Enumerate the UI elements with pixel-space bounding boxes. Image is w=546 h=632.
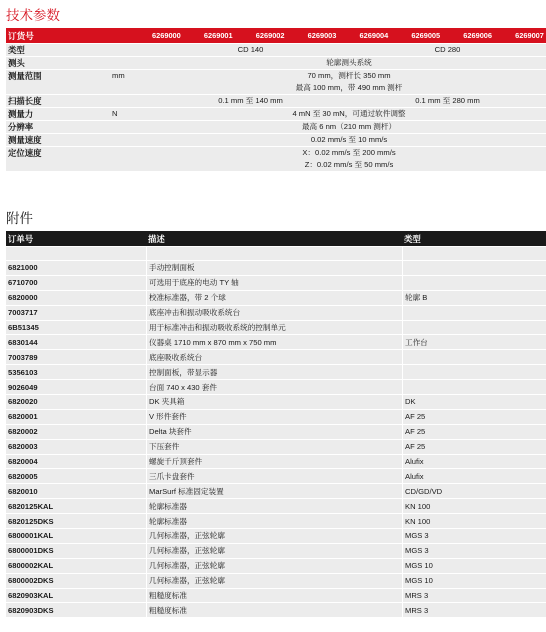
spec-label: 测量力 [8, 109, 34, 119]
accessory-description: 校准标准器，带 2 个球 [146, 291, 402, 305]
accessory-row [6, 260, 546, 275]
spec-value: CD 140 [237, 45, 264, 54]
accessory-row [6, 275, 546, 290]
spec-value: 0.1 mm 至 280 mm [415, 96, 480, 105]
tech-spec-table [6, 28, 546, 171]
accessory-row [6, 320, 546, 335]
accessory-row [6, 573, 546, 588]
accessory-type: Alufix [402, 455, 546, 469]
header-order-no: 订单号 [8, 233, 34, 244]
spec-value: 0.1 mm 至 140 mm [218, 96, 283, 105]
accessory-description: MarSurf 标准固定装置 [146, 484, 402, 498]
spec-value: CD 280 [434, 45, 461, 54]
model-number: 6269003 [307, 31, 337, 40]
tech-spec-header [6, 28, 546, 43]
accessory-order-no: 6820000 [8, 293, 38, 303]
model-number: 6269007 [515, 31, 544, 40]
accessory-order-no: 6820004 [8, 457, 38, 467]
accessory-description: 仪器桌 1710 mm x 870 mm x 750 mm [146, 335, 402, 349]
header-description: 描述 [148, 233, 165, 244]
accessory-type: 工作台 [402, 335, 546, 349]
spec-value: 4 mN 至 30 mN，可通过软件调整 [292, 109, 406, 118]
accessory-description: Delta 块套件 [146, 425, 402, 439]
accessory-order-no: 6820001 [8, 412, 38, 422]
accessory-row [6, 543, 546, 558]
accessory-row [6, 454, 546, 469]
blank-row [6, 246, 546, 260]
accessory-type: 轮廓 B [402, 291, 546, 305]
spec-label: 测量范围 [8, 71, 42, 81]
accessory-type: MGS 3 [402, 529, 546, 543]
accessory-description: 底座吸收系统台 [146, 350, 402, 364]
accessory-row [6, 439, 546, 454]
accessory-order-no: 6820020 [8, 397, 38, 407]
accessory-order-no: 6820903DKS [8, 605, 54, 615]
accessory-type [402, 365, 546, 379]
spec-row [6, 56, 546, 69]
accessory-description: 几何标准器，正弦轮廓 [146, 559, 402, 573]
accessory-order-no: 6820005 [8, 471, 38, 481]
accessory-description: 台面 740 x 430 套件 [146, 380, 402, 394]
accessory-row [6, 498, 546, 513]
spec-value: 0.02 mm/s 至 10 mm/s [310, 135, 388, 144]
accessory-order-no: 6820010 [8, 486, 38, 496]
accessories-title: 附件 [6, 211, 33, 226]
accessory-order-no: 6820125DKS [8, 516, 54, 526]
spec-unit: mm [112, 71, 125, 80]
accessory-description: 螺旋千斤顶套件 [146, 455, 402, 469]
accessory-description: 下压套件 [146, 440, 402, 454]
accessory-row [6, 379, 546, 394]
accessory-order-no: 6800001DKS [8, 546, 54, 556]
spec-row [6, 43, 546, 56]
header-order-label: 订货号 [8, 30, 34, 41]
accessory-order-no: 6821000 [8, 263, 38, 273]
accessory-description: 三爪卡盘套件 [146, 469, 402, 483]
header-type: 类型 [404, 233, 421, 244]
spec-value: 轮廓测头系统 [326, 58, 372, 67]
accessory-row [6, 424, 546, 439]
accessories-table [6, 231, 546, 617]
accessory-type: Alufix [402, 469, 546, 483]
spec-label: 定位速度 [8, 148, 42, 158]
accessory-order-no: 6820002 [8, 427, 38, 437]
accessories-header [6, 231, 546, 246]
accessory-type: DK [402, 395, 546, 409]
spec-label: 扫描长度 [8, 96, 42, 106]
accessory-order-no: 6800001KAL [8, 531, 54, 541]
accessory-type [402, 276, 546, 290]
accessory-order-no: 7003789 [8, 352, 38, 362]
accessory-row [6, 305, 546, 320]
accessory-description: 轮廓标准器 [146, 514, 402, 528]
accessory-row [6, 468, 546, 483]
spec-label: 分辨率 [8, 122, 34, 132]
accessory-row [6, 290, 546, 305]
accessory-type: KN 100 [402, 514, 546, 528]
model-number: 6269004 [359, 31, 389, 40]
spec-value: 70 mm，测杆长 350 mm 最高 100 mm，带 490 mm 测杆 [295, 71, 403, 92]
accessory-order-no: 9026049 [8, 382, 38, 392]
accessory-order-no: 6B51345 [8, 323, 39, 332]
accessory-type [402, 321, 546, 335]
accessory-description: 粗糙度标准 [146, 589, 402, 603]
spec-row [6, 120, 546, 133]
accessory-description: 几何标准器，正弦轮廓 [146, 574, 402, 588]
accessory-description: 底座冲击和振动吸收系统台 [146, 306, 402, 320]
spec-row [6, 94, 546, 107]
model-number: 6269001 [203, 31, 233, 40]
tech-spec-title: 技术参数 [6, 8, 60, 23]
accessory-description: 几何标准器，正弦轮廓 [146, 544, 402, 558]
accessory-row [6, 364, 546, 379]
model-number: 6269006 [463, 31, 493, 40]
accessory-row [6, 513, 546, 528]
accessory-type [402, 380, 546, 394]
accessory-description: 用于标准冲击和振动吸收系统的控制单元 [146, 321, 402, 335]
spec-row [6, 107, 546, 120]
accessory-type: MGS 3 [402, 544, 546, 558]
accessory-row [6, 409, 546, 424]
spec-unit: N [112, 109, 118, 118]
accessory-order-no: 7003717 [8, 308, 38, 318]
accessory-description: 手动控制面板 [146, 261, 402, 275]
accessory-row [6, 394, 546, 409]
accessory-type: CD/GD/VD [402, 484, 546, 498]
accessory-type: MGS 10 [402, 574, 546, 588]
accessory-description: 控制面板，带显示器 [146, 365, 402, 379]
model-numbers [152, 31, 546, 40]
accessory-type [402, 306, 546, 320]
accessory-description: 可选用于底座的电动 TY 轴 [146, 276, 402, 290]
model-number: 6269000 [152, 31, 181, 40]
accessory-type: AF 25 [402, 410, 546, 424]
accessory-description: 轮廓标准器 [146, 499, 402, 513]
accessory-type: AF 25 [402, 425, 546, 439]
accessory-order-no: 5356103 [8, 367, 38, 377]
accessory-row [6, 588, 546, 603]
spec-value: X：0.02 mm/s 至 200 mm/s Z：0.02 mm/s 至 50 mm/s [302, 148, 396, 169]
accessory-order-no: 6820125KAL [8, 501, 54, 511]
accessory-row [6, 528, 546, 543]
accessory-order-no: 6830144 [8, 337, 38, 347]
accessory-order-no: 6800002KAL [8, 561, 54, 571]
accessory-row [6, 602, 546, 617]
model-number: 6269005 [411, 31, 441, 40]
accessory-type: MRS 3 [402, 603, 546, 617]
spec-label: 类型 [8, 45, 25, 55]
accessory-type: KN 100 [402, 499, 546, 513]
accessory-order-no: 6710700 [8, 278, 38, 288]
accessory-row [6, 558, 546, 573]
spec-label: 测量速度 [8, 135, 42, 145]
spec-label: 测头 [8, 58, 25, 68]
model-number: 6269002 [255, 31, 285, 40]
accessory-row [6, 334, 546, 349]
spec-row [6, 146, 546, 171]
accessory-type: MRS 3 [402, 589, 546, 603]
accessory-type [402, 350, 546, 364]
accessory-description: 粗糙度标准 [146, 603, 402, 617]
accessory-order-no: 6820003 [8, 442, 38, 452]
accessory-row [6, 349, 546, 364]
spec-row [6, 69, 546, 94]
accessory-type [402, 261, 546, 275]
accessory-description: DK 夹具箱 [146, 395, 402, 409]
accessory-type: MGS 10 [402, 559, 546, 573]
spec-value: 最高 6 nm（210 mm 测杆） [301, 122, 397, 131]
accessory-description: 几何标准器，正弦轮廓 [146, 529, 402, 543]
accessory-description: V 形件套件 [146, 410, 402, 424]
accessory-order-no: 6800002DKS [8, 576, 54, 586]
spec-row [6, 133, 546, 146]
accessory-row [6, 483, 546, 498]
accessory-type: AF 25 [402, 440, 546, 454]
accessory-order-no: 6820903KAL [8, 591, 54, 601]
